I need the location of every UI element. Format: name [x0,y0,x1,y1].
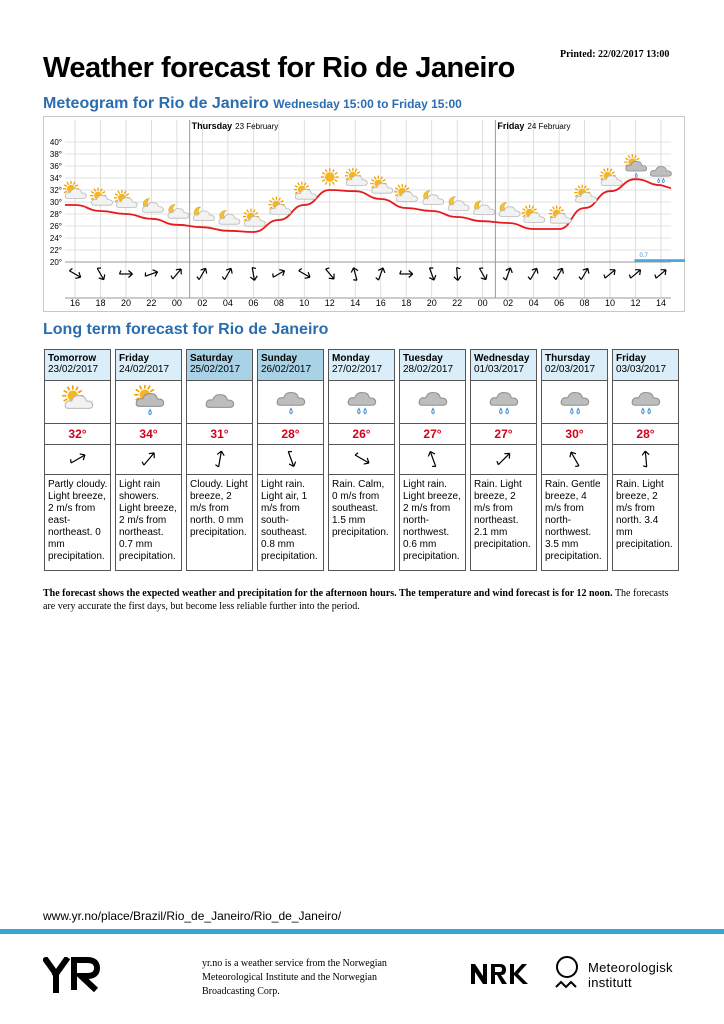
forecast-day-header [116,350,181,381]
y-tick-label: 28° [49,210,62,219]
y-tick-label: 30° [49,198,62,207]
forecast-day-name: Friday [616,353,647,364]
x-tick-label: 22 [452,298,463,308]
light-rain-icon [277,393,305,414]
x-tick-label: 16 [69,298,81,308]
forecast-day-temperature: 34° [116,424,181,445]
forecast-day-column [541,349,608,571]
forecast-day-column [257,349,324,571]
forecast-day-symbol-cell [400,381,465,424]
day-label [192,121,279,131]
wind-arrow-icon [141,451,157,468]
forecast-day-description: Rain. Light breeze, 2 m/s from northeast. 2.1 mm precipitation. [474,479,531,550]
forecast-day-symbol-cell [116,381,181,424]
forecast-day-date: 24/02/2017 [119,364,170,375]
forecast-day-date: 25/02/2017 [190,364,241,375]
forecast-day-date: 27/02/2017 [332,364,383,375]
rain-icon [561,393,589,414]
forecast-day-temperature: 27° [400,424,465,445]
forecast-note-bold: The forecast shows the expected weather and precipitation for the afternoon hours. The temperature and wind forecast is for 12 noon. [43,588,613,599]
x-tick-label: 22 [146,298,157,308]
forecast-day-header [187,350,252,381]
forecast-day-symbol-cell [258,381,323,424]
forecast-day-wind [563,447,587,471]
forecast-day-temperature: 26° [329,424,394,445]
forecast-day-header [471,350,536,381]
x-tick-label: 12 [630,298,641,308]
forecast-day-date: 03/03/2017 [616,364,667,375]
forecast-day-name: Tuesday [403,353,443,364]
meteogram-period: Wednesday 15:00 to Friday 15:00 [273,97,462,111]
y-tick-label: 36° [49,162,62,171]
x-tick-label: 04 [222,298,233,308]
forecast-day-name: Saturday [190,353,233,364]
forecast-day-header [400,350,465,381]
forecast-day-column [612,349,679,571]
nrk-logo[interactable] [469,962,531,986]
y-tick-label: 38° [49,150,62,159]
page-title: Weather forecast for Rio de Janeiro [43,52,515,84]
x-tick-label: 20 [120,298,131,308]
cloudy-icon [206,395,234,408]
forecast-day-column [186,349,253,571]
wind-arrow-icon [642,451,650,468]
y-tick-label: 34° [49,174,62,183]
met-institute-line2: institutt [588,975,632,990]
day-label-name: Thursday [191,121,233,131]
met-institute-logo[interactable] [554,955,582,997]
forecast-day-description: Rain. Light breeze, 2 m/s from north. 3.4 mm precipitation. [616,479,673,550]
forecast-day-date: 02/03/2017 [545,364,596,375]
x-tick-label: 10 [605,298,616,308]
forecast-note-normal: The forecasts are very accurate the first days, but become less reliable further into the period. [43,588,669,612]
day-label-date: 24 February [527,122,571,131]
forecast-day-header [258,350,323,381]
forecast-day-date: 28/02/2017 [403,364,454,375]
forecast-day-symbol [487,385,521,419]
met-institute-line1: Meteorologisk [588,960,673,975]
x-tick-label: 00 [171,298,182,308]
forecast-day-column [470,349,537,571]
forecast-day-description: Light rain. Light breeze, 2 m/s from north-northwest. 0.6 mm precipitation. [403,479,461,562]
forecast-day-symbol [61,385,95,419]
meteogram-heading-text: Meteogram for Rio de Janeiro [43,95,269,112]
wind-arrow-icon [285,450,297,467]
x-tick-label: 18 [95,298,106,308]
forecast-day-temperature: 28° [613,424,678,445]
footer-description: yr.no is a weather service from the Norwegian Meteorological Institute and the Norwegian Broadcasting Corp. [202,958,387,997]
light-rain-sun-icon [134,385,163,415]
forecast-day-wind-cell [613,445,678,475]
forecast-day-date: 23/02/2017 [48,364,99,375]
day-label-name: Friday [497,121,525,131]
day-label-date: 23 February [235,122,279,131]
light-rain-icon [419,393,447,414]
y-tick-label: 20° [49,258,62,267]
forecast-day-date: 01/03/2017 [474,364,525,375]
forecast-day-name: Monday [332,353,370,364]
forecast-day-description: Light rain. Light air, 1 m/s from south-southeast. 0.8 mm precipitation. [261,479,318,562]
wind-arrow-icon [427,450,439,467]
forecast-day-symbol-cell [613,381,678,424]
x-tick-label: 02 [503,298,514,308]
y-tick-label: 40° [49,138,62,147]
x-tick-label: 08 [273,298,284,308]
y-tick-label: 22° [49,246,62,255]
forecast-day-wind-cell [116,445,181,475]
forecast-day-symbol [274,385,308,419]
x-tick-label: 20 [426,298,437,308]
forecast-day-description: Cloudy. Light breeze, 2 m/s from north. 0 mm precipitation. [190,479,248,538]
y-tick-label: 26° [49,222,62,231]
forecast-day-wind [208,447,232,471]
forecast-day-temperature: 30° [542,424,607,445]
forecast-day-wind-cell [542,445,607,475]
forecast-day-wind [137,447,161,471]
forecast-day-name: Friday [119,353,150,364]
forecast-day-column [328,349,395,571]
wind-arrow-icon [568,450,582,467]
forecast-note [43,588,683,613]
x-tick-label: 14 [350,298,361,308]
forecast-day-name: Wednesday [474,353,530,364]
y-tick-label: 24° [49,234,62,243]
forecast-day-name: Thursday [545,353,591,364]
forecast-day-wind-cell [471,445,536,475]
forecast-day-symbol [629,385,663,419]
rain-icon [348,393,376,414]
x-tick-label: 12 [324,298,335,308]
printed-timestamp: Printed: 22/02/2017 13:00 [560,49,670,60]
x-tick-label: 02 [197,298,208,308]
partly-cloudy-icon [62,385,92,408]
x-tick-label: 00 [477,298,488,308]
x-tick-label: 04 [528,298,539,308]
wind-arrow-icon [215,451,225,468]
forecast-day-symbol-cell [45,381,110,424]
forecast-day-symbol [132,385,166,419]
met-institute-name [588,960,673,990]
footer-divider [0,929,724,934]
forecast-day-name: Tomorrow [48,353,97,364]
wind-arrow-icon [69,452,86,466]
forecast-day-temperature: 27° [471,424,536,445]
forecast-day-temperature: 32° [45,424,110,445]
x-tick-label: 14 [655,298,667,308]
forecast-day-wind-cell [400,445,465,475]
forecast-day-wind-cell [45,445,110,475]
forecast-day-column [115,349,182,571]
day-label [497,121,570,131]
forecast-day-symbol [558,385,592,419]
forecast-day-symbol-cell [542,381,607,424]
x-tick-label: 16 [375,298,386,308]
forecast-day-description: Light rain showers. Light breeze, 2 m/s from northeast. 0.7 mm precipitation. [119,479,177,562]
forecast-day-header [45,350,110,381]
precip-label: 0.7 [639,253,648,259]
precip-bar [660,259,685,262]
x-tick-label: 10 [299,298,310,308]
forecast-day-symbol [203,385,237,419]
forecast-day-name: Sunday [261,353,298,364]
forecast-day-wind [66,447,90,471]
forecast-day-description: Rain. Gentle breeze, 4 m/s from north-northwest. 3.5 mm precipitation. [545,479,602,562]
wind-arrow-icon [353,452,370,466]
forecast-day-column [44,349,111,571]
forecast-day-temperature: 31° [187,424,252,445]
rain-icon [632,393,660,414]
forecast-day-symbol-cell [187,381,252,424]
forecast-day-header [329,350,394,381]
forecast-day-wind-cell [258,445,323,475]
x-tick-label: 08 [579,298,590,308]
forecast-day-header [542,350,607,381]
meteogram-heading [43,95,462,113]
wind-arrow-icon [496,451,512,467]
forecast-day-wind [421,447,445,471]
x-tick-label: 18 [401,298,412,308]
y-tick-label: 32° [49,186,62,195]
place-url[interactable]: www.yr.no/place/Brazil/Rio_de_Janeiro/Rio_de_Janeiro/ [43,909,342,923]
forecast-day-wind [492,447,516,471]
x-tick-label: 06 [554,298,565,308]
yr-logo[interactable] [43,957,101,993]
meteogram-chart [43,116,685,312]
forecast-day-description: Rain. Calm, 0 m/s from southeast. 1.5 mm precipitation. [332,479,389,538]
precip-bar [635,259,660,262]
forecast-day-symbol [345,385,379,419]
forecast-day-temperature: 28° [258,424,323,445]
forecast-day-symbol-cell [329,381,394,424]
forecast-day-wind-cell [329,445,394,475]
forecast-day-column [399,349,466,571]
forecast-day-wind [350,447,374,471]
forecast-day-date: 26/02/2017 [261,364,312,375]
forecast-day-header [613,350,678,381]
forecast-day-wind [634,447,658,471]
forecast-day-wind-cell [187,445,252,475]
x-tick-label: 06 [248,298,259,308]
forecast-day-symbol [416,385,450,419]
forecast-day-wind [279,447,303,471]
rain-icon [490,393,518,414]
forecast-day-description: Partly cloudy. Light breeze, 2 m/s from east-northeast. 0 mm precipitation. [48,479,108,562]
longterm-heading: Long term forecast for Rio de Janeiro [43,321,329,338]
forecast-day-symbol-cell [471,381,536,424]
